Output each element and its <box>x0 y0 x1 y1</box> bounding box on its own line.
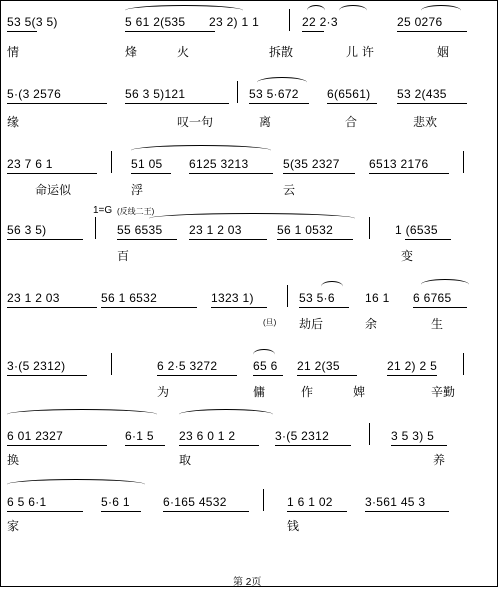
lyric: 傭 <box>253 385 266 399</box>
underline <box>117 239 177 240</box>
bar-line <box>369 217 370 239</box>
slur <box>421 5 461 16</box>
lyric: 百 <box>117 249 130 263</box>
slur <box>131 145 271 156</box>
slur <box>179 409 273 420</box>
note-group: 21 2(35 <box>297 359 340 373</box>
underline <box>101 307 197 308</box>
underline <box>413 307 467 308</box>
slur <box>149 213 355 224</box>
note-group: 16 1 <box>365 291 390 305</box>
underline <box>302 31 324 32</box>
note-group: 56 1 0532 <box>277 223 334 237</box>
role-mark: (旦) <box>263 318 277 327</box>
underline <box>7 307 97 308</box>
lyric: 取 <box>179 453 192 467</box>
note-group: 23 2) 1 1 <box>209 15 260 29</box>
note-group: 6513 2176 <box>369 157 429 171</box>
bar-line <box>95 217 96 239</box>
lyric: 婢 <box>353 385 366 399</box>
note-group: 23 1 2 03 <box>7 291 60 305</box>
underline <box>327 103 377 104</box>
note-group: 53 5·672 <box>249 87 299 101</box>
underline <box>253 375 283 376</box>
slur <box>7 409 157 420</box>
note-group: 6(6561) <box>327 87 371 101</box>
note-group: 1 (6535 <box>395 223 438 237</box>
note-group: 5 61 2(535 <box>125 15 186 29</box>
underline <box>157 375 237 376</box>
lyric: 情 <box>7 45 20 59</box>
lyric: 钱 <box>287 519 300 533</box>
underline <box>405 239 451 240</box>
underline <box>297 375 357 376</box>
lyric: 烽 <box>125 45 138 59</box>
underline <box>7 173 97 174</box>
note-group: 56 1 6532 <box>101 291 158 305</box>
slur <box>253 349 275 360</box>
note-group: 56 3 5)121 <box>125 87 186 101</box>
underline <box>397 31 467 32</box>
underline <box>125 103 229 104</box>
lyric: 拆散 <box>269 45 294 59</box>
note-group: 1 6 1 02 <box>287 495 333 509</box>
lyric: 换 <box>7 453 20 467</box>
lyric: 合 <box>345 115 358 129</box>
note-group: 53 2(435 <box>397 87 447 101</box>
underline <box>391 445 447 446</box>
bar-line <box>289 9 290 31</box>
underline <box>189 173 273 174</box>
page-number: 第 2页 <box>233 577 262 587</box>
note-group: 6·1 5 <box>125 429 154 443</box>
note-group: 3·561 45 3 <box>365 495 426 509</box>
slur <box>125 5 243 16</box>
note-group: 5·(3 2576 <box>7 87 62 101</box>
underline <box>387 375 437 376</box>
note-group: 55 6535 <box>117 223 163 237</box>
lyric: 浮 <box>131 183 144 197</box>
underline <box>125 445 165 446</box>
slur <box>321 281 343 292</box>
slur <box>257 77 307 88</box>
note-group: 5(35 2327 <box>283 157 340 171</box>
lyric: 火 <box>177 45 190 59</box>
lyric: 作 <box>301 385 314 399</box>
lyric: 变 <box>401 249 414 263</box>
underline <box>179 445 259 446</box>
note-group: 6·165 4532 <box>163 495 227 509</box>
note-group: 23 6 0 1 2 <box>179 429 236 443</box>
underline <box>163 511 249 512</box>
note-group: 6 2·5 3272 <box>157 359 218 373</box>
note-group: 25 0276 <box>397 15 443 29</box>
bar-line <box>463 353 464 375</box>
lyric: 辛勤 <box>431 385 456 399</box>
note-group: 51 05 <box>131 157 163 171</box>
bar-line <box>369 423 370 445</box>
bar-line <box>111 151 112 173</box>
underline <box>7 239 83 240</box>
underline <box>131 173 171 174</box>
slur <box>421 279 469 290</box>
underline <box>189 239 267 240</box>
underline <box>7 31 37 32</box>
underline <box>275 445 351 446</box>
bar-line <box>463 151 464 173</box>
lyric: 离 <box>259 115 272 129</box>
underline <box>397 103 467 104</box>
note-group: 23 1 2 03 <box>189 223 242 237</box>
lyric: 命运似 <box>35 183 72 197</box>
underline <box>249 103 309 104</box>
note-group: 1323 1) <box>211 291 254 305</box>
underline <box>7 511 83 512</box>
lyric: 劫后 <box>299 317 324 331</box>
underline <box>287 511 347 512</box>
note-group: 6125 3213 <box>189 157 249 171</box>
underline <box>7 103 107 104</box>
note-group: 53 5(3 5) <box>7 15 58 29</box>
lyric: 儿 许 <box>346 45 374 59</box>
note-group: 21 2) 2 5 <box>387 359 438 373</box>
lyric: 缘 <box>7 115 20 129</box>
underline <box>101 511 141 512</box>
bar-line <box>263 489 264 511</box>
key-note: (反线二王) <box>117 207 155 216</box>
note-group: 6 5 6·1 <box>7 495 47 509</box>
lyric: 姻 <box>437 45 450 59</box>
lyric: 生 <box>431 317 444 331</box>
lyric: 为 <box>157 385 170 399</box>
slur <box>339 5 367 16</box>
lyric: 养 <box>433 453 446 467</box>
underline <box>369 173 449 174</box>
note-group: 3·(5 2312) <box>7 359 66 373</box>
note-group: 65 6 <box>253 359 278 373</box>
slur <box>307 5 325 16</box>
note-group: 3·(5 2312 <box>275 429 330 443</box>
lyric: 悲欢 <box>413 115 438 129</box>
lyric: 叹一句 <box>177 115 214 129</box>
note-group: 6 6765 <box>413 291 452 305</box>
note-group: 5·6 1 <box>101 495 130 509</box>
underline <box>7 445 107 446</box>
note-group: 53 5·6 <box>299 291 335 305</box>
underline <box>283 173 355 174</box>
bar-line <box>287 285 288 307</box>
underline <box>125 31 215 32</box>
note-group: 6 01 2327 <box>7 429 64 443</box>
note-group: 3 5 3) 5 <box>391 429 435 443</box>
note-group: 23 7 6 1 <box>7 157 53 171</box>
underline <box>299 307 349 308</box>
lyric: 余 <box>365 317 378 331</box>
bar-line <box>237 81 238 103</box>
underline <box>7 375 87 376</box>
underline <box>277 239 353 240</box>
underline <box>211 307 267 308</box>
lyric: 云 <box>283 183 296 197</box>
note-group: 22 2·3 <box>302 15 338 29</box>
underline <box>365 511 449 512</box>
note-group: 56 3 5) <box>7 223 47 237</box>
key-signature: 1=G <box>93 205 113 216</box>
slur <box>7 479 145 490</box>
bar-line <box>111 353 112 375</box>
lyric: 家 <box>7 519 20 533</box>
